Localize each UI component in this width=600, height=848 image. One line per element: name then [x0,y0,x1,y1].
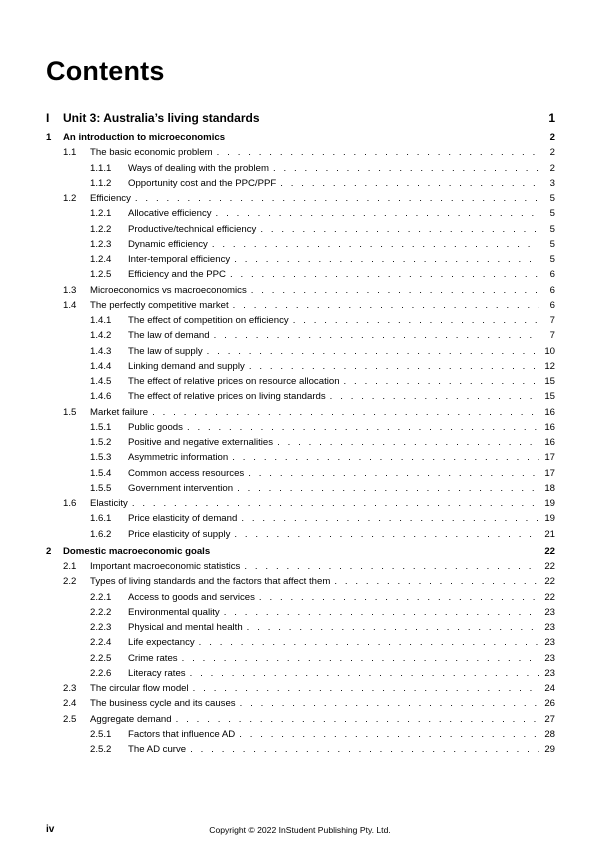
toc-sub-row[interactable] [46,450,555,465]
toc-sub-page: 16 [544,421,555,433]
toc-sub-number: 1.5.2 [90,437,112,448]
toc-sub-page: 29 [544,744,555,755]
toc-leader-dots [135,191,539,206]
toc-leader-dots [244,559,539,574]
toc-sub-row[interactable] [46,605,555,620]
toc-section-row[interactable] [46,681,555,696]
toc-sub-number: 2.2.4 [90,637,112,649]
toc-sub-page: 5 [549,238,555,250]
toc-sub-number: 1.4.5 [90,376,112,387]
toc-leader-dots [239,727,539,742]
toc-leader-dots [132,496,539,511]
toc-sub-page: 18 [544,482,555,494]
toc-sub-number: 2.2.5 [90,652,112,664]
toc-sub-page: 22 [544,591,555,603]
toc-leader-dots [330,389,539,404]
toc-sub-number: 1.4.2 [90,330,112,342]
toc-section-number: 1.2 [63,193,77,204]
toc-sub-page: 23 [544,622,555,633]
toc-sub-page: 15 [544,376,555,387]
toc-sub-row[interactable] [46,206,555,221]
toc-leader-dots [344,374,539,389]
toc-sub-title: The effect of relative prices on resource allocation [128,376,340,387]
toc-section-title: Aggregate demand [90,713,172,725]
toc-leader-dots [176,712,539,727]
toc-section-number: 2.1 [63,561,77,572]
toc-sub-title: Crime rates [128,652,178,664]
toc-section-title: Types of living standards and the factors that affect them [90,576,331,588]
toc-sub-row[interactable] [46,620,555,635]
toc-sub-page: 10 [544,345,555,357]
toc-sub-title: Opportunity cost and the PPC/PPF [128,177,277,189]
toc-section-page: 6 [549,284,555,296]
toc-sub-title: Efficiency and the PPC [128,269,226,281]
toc-leader-dots [234,527,539,542]
toc-part-number: I [46,111,50,125]
toc-section-row[interactable] [46,574,555,589]
toc-sub-page: 7 [549,330,555,342]
toc-section-page: 24 [544,683,555,694]
toc-sub-title: Physical and mental health [128,622,243,633]
toc-leader-dots [216,206,539,221]
toc-sub-number: 2.2.1 [90,591,112,603]
toc-part-title: Unit 3: Australia’s living standards [63,111,260,125]
toc-section-page: 26 [544,698,555,710]
toc-sub-page: 5 [549,254,555,265]
toc-sub-number: 2.2.3 [90,622,112,633]
toc-section-number: 2.2 [63,576,77,588]
toc-chapter-title: An introduction to microeconomics [63,132,226,143]
toc-section-row[interactable] [46,496,555,511]
toc-section-row[interactable] [46,559,555,574]
toc-sub-row[interactable] [46,466,555,481]
toc-sub-row[interactable] [46,222,555,237]
toc-sub-row[interactable] [46,344,555,359]
toc-leader-dots [212,237,539,252]
toc-section-page: 22 [544,576,555,588]
toc-section-number: 2.5 [63,713,77,725]
footer-page-number: iv [46,824,55,835]
toc-sub-row[interactable] [46,435,555,450]
toc-sub-page: 3 [549,177,555,189]
toc-sub-number: 1.6.1 [90,513,112,525]
toc-leader-dots [182,651,539,666]
toc-sub-title: Productive/technical efficiency [128,223,257,235]
toc-leader-dots [247,620,539,635]
toc-sub-title: Price elasticity of demand [128,513,238,525]
toc-sub-row[interactable] [46,374,555,389]
toc-sub-page: 23 [544,637,555,649]
toc-sub-number: 1.4.6 [90,391,112,403]
toc-sub-page: 5 [549,208,555,220]
toc-sub-number: 1.5.3 [90,452,112,464]
toc-leader-dots [293,313,539,328]
toc-sub-title: Price elasticity of supply [128,528,231,540]
toc-sub-title: Common access resources [128,467,245,479]
toc-section-number: 1.4 [63,299,77,311]
toc-sub-number: 1.2.2 [90,223,112,235]
toc-sub-title: Dynamic efficiency [128,238,208,250]
toc-sub-page: 2 [549,162,555,174]
toc-sub-title: Allocative efficiency [128,208,212,220]
toc-section-number: 1.6 [63,498,77,509]
toc-sub-row[interactable] [46,590,555,605]
toc-section-title: Microeconomics vs macroeconomics [90,284,247,296]
toc-sub-row[interactable] [46,389,555,404]
toc-section-row[interactable] [46,712,555,727]
toc-sub-title: Access to goods and services [128,591,255,603]
toc-sub-number: 1.6.2 [90,528,112,540]
toc-leader-dots [233,298,539,313]
toc-sub-number: 2.2.6 [90,667,112,679]
toc-sub-page: 15 [544,391,555,403]
toc-leader-dots [217,145,539,160]
toc-section-page: 16 [544,406,555,418]
toc-sub-title: The effect of competition on efficiency [128,315,289,326]
toc-leader-dots [259,590,539,605]
toc-section-page: 19 [544,498,555,509]
toc-sub-row[interactable] [46,267,555,282]
toc-section-number: 1.5 [63,406,77,418]
toc-sub-page: 6 [549,269,555,281]
toc-sub-number: 1.4.1 [90,315,112,326]
toc-chapter-page: 22 [544,545,555,557]
toc-leader-dots [224,605,539,620]
toc-sub-page: 17 [544,467,555,479]
toc-sub-number: 1.4.4 [90,360,112,372]
toc-sub-title: Government intervention [128,482,234,494]
toc-sub-number: 2.5.2 [90,744,112,755]
toc-section-number: 2.3 [63,683,77,694]
toc-sub-number: 1.5.1 [90,421,112,433]
toc-section-row[interactable] [46,696,555,711]
toc-sub-row[interactable] [46,527,555,542]
table-of-contents [46,108,555,757]
toc-sub-title: Linking demand and supply [128,360,245,372]
toc-leader-dots [230,267,539,282]
toc-leader-dots [273,161,539,176]
toc-chapter-row[interactable] [46,544,555,559]
toc-sub-page: 7 [549,315,555,326]
toc-section-title: The basic economic problem [90,147,213,159]
toc-leader-dots [190,666,539,681]
toc-sub-number: 1.1.1 [90,162,112,174]
toc-section-row[interactable] [46,191,555,206]
toc-sub-row[interactable] [46,328,555,343]
toc-sub-row[interactable] [46,511,555,526]
toc-sub-title: The law of demand [128,330,210,342]
toc-section-page: 2 [549,147,555,159]
toc-sub-row[interactable] [46,742,555,757]
toc-sub-row[interactable] [46,359,555,374]
toc-chapter-number: 2 [46,545,52,557]
toc-sub-row[interactable] [46,252,555,267]
toc-leader-dots [334,574,539,589]
toc-section-page: 6 [549,299,555,311]
toc-sub-page: 12 [544,360,555,372]
toc-sub-row[interactable] [46,420,555,435]
toc-sub-title: Positive and negative externalities [128,437,274,448]
toc-sub-row[interactable] [46,481,555,496]
toc-sub-number: 1.2.1 [90,208,112,220]
toc-section-page: 22 [544,561,555,572]
toc-leader-dots [199,635,539,650]
toc-section-row[interactable] [46,298,555,313]
toc-sub-page: 19 [544,513,555,525]
toc-section-row[interactable] [46,405,555,420]
toc-sub-number: 1.4.3 [90,345,112,357]
toc-leader-dots [193,681,539,696]
toc-part[interactable] [46,108,555,128]
toc-sub-row[interactable] [46,161,555,176]
toc-leader-dots [152,405,539,420]
toc-sub-number: 1.5.5 [90,482,112,494]
toc-sub-title: Ways of dealing with the problem [128,162,269,174]
toc-section-number: 1.1 [63,147,77,159]
toc-sub-page: 23 [544,652,555,664]
toc-leader-dots [260,222,539,237]
toc-sub-title: The AD curve [128,744,187,755]
toc-leader-dots [277,435,539,450]
toc-leader-dots [207,344,539,359]
toc-sub-number: 2.2.2 [90,606,112,618]
toc-section-page: 5 [549,193,555,204]
toc-leader-dots [251,283,539,298]
toc-sub-row[interactable] [46,635,555,650]
toc-chapter-page: 2 [549,132,555,143]
toc-sub-page: 23 [544,667,555,679]
toc-sub-page: 28 [544,728,555,740]
toc-sub-title: The law of supply [128,345,203,357]
toc-sub-title: Inter-temporal efficiency [128,254,231,265]
toc-sub-page: 5 [549,223,555,235]
toc-chapter-number: 1 [46,132,52,143]
toc-sub-title: Asymmetric information [128,452,229,464]
toc-sub-number: 1.2.4 [90,254,112,265]
toc-sub-number: 2.5.1 [90,728,112,740]
toc-sub-row[interactable] [46,176,555,191]
toc-section-row[interactable] [46,283,555,298]
toc-sub-row[interactable] [46,651,555,666]
toc-leader-dots [249,359,539,374]
toc-leader-dots [214,328,539,343]
toc-sub-number: 1.1.2 [90,177,112,189]
toc-section-title: Important macroeconomic statistics [90,561,241,572]
toc-leader-dots [248,466,539,481]
toc-section-title: Elasticity [90,498,128,509]
toc-sub-title: The effect of relative prices on living standards [128,391,326,403]
toc-section-page: 27 [544,713,555,725]
page-title: Contents [46,56,165,86]
toc-section-title: The perfectly competitive market [90,299,229,311]
toc-section-number: 2.4 [63,698,77,710]
toc-section-title: The circular flow model [90,683,189,694]
toc-section-title: The business cycle and its causes [90,698,236,710]
toc-leader-dots [237,481,539,496]
toc-sub-page: 23 [544,606,555,618]
toc-sub-title: Environmental quality [128,606,220,618]
toc-sub-number: 1.2.3 [90,238,112,250]
toc-chapter-title: Domestic macroeconomic goals [63,545,211,557]
toc-leader-dots [187,420,539,435]
toc-section-number: 1.3 [63,284,77,296]
toc-section-row[interactable] [46,145,555,160]
toc-leader-dots [234,252,539,267]
toc-chapter-row[interactable] [46,130,555,145]
toc-section-title: Efficiency [90,193,131,204]
toc-sub-title: Literacy rates [128,667,186,679]
toc-leader-dots [241,511,539,526]
toc-leader-dots [232,450,539,465]
footer-copyright: Copyright © 2022 InStudent Publishing Pty. Ltd. [209,825,391,835]
toc-leader-dots [280,176,539,191]
toc-section-title: Market failure [90,406,149,418]
toc-sub-number: 1.2.5 [90,269,112,281]
toc-sub-title: Public goods [128,421,183,433]
toc-part-page: 1 [548,111,555,125]
toc-sub-page: 21 [544,528,555,540]
toc-leader-dots [240,696,539,711]
toc-sub-row[interactable] [46,313,555,328]
toc-sub-row[interactable] [46,727,555,742]
toc-sub-row[interactable] [46,237,555,252]
toc-sub-row[interactable] [46,666,555,681]
toc-sub-title: Factors that influence AD [128,728,236,740]
toc-leader-dots [190,742,539,757]
toc-sub-number: 1.5.4 [90,467,112,479]
toc-sub-page: 17 [544,452,555,464]
toc-sub-page: 16 [544,437,555,448]
toc-sub-title: Life expectancy [128,637,195,649]
